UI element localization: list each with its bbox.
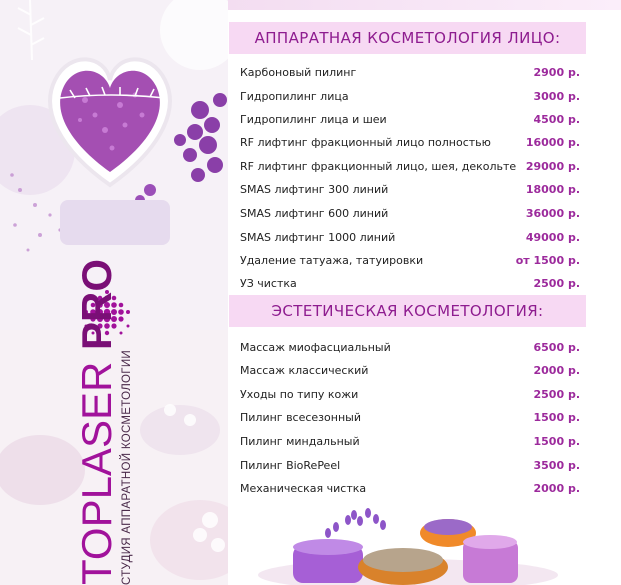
spa-products-image — [258, 505, 558, 585]
service-name: Удаление татуажа, татуировки — [240, 253, 424, 267]
service-name: SMAS лифтинг 300 линий — [240, 182, 389, 196]
price-row — [240, 337, 580, 357]
decorative-photo-panel — [0, 0, 228, 585]
price-row — [240, 478, 580, 498]
service-price: 2000 р. — [533, 481, 580, 495]
brand-vertical-text — [74, 259, 134, 585]
service-name: Пилинг всесезонный — [240, 410, 361, 424]
price-row — [240, 86, 580, 106]
section-title-hardware-face: АППАРАТНАЯ КОСМЕТОЛОГИЯ ЛИЦО: — [229, 22, 586, 54]
top-decor-strip — [228, 0, 621, 10]
price-row — [240, 431, 580, 451]
price-row — [240, 179, 580, 199]
service-name: УЗ чистка — [240, 276, 297, 290]
service-name: Гидропилинг лица и шеи — [240, 112, 387, 126]
service-price: 2500 р. — [533, 387, 580, 401]
service-price: 4500 р. — [533, 112, 580, 126]
soap-bar-image — [60, 200, 170, 245]
service-name: Массаж классический — [240, 363, 369, 377]
service-price: 2500 р. — [533, 276, 580, 290]
service-name: RF лифтинг фракционный лицо полностью — [240, 135, 491, 149]
service-price: 1500 р. — [533, 410, 580, 424]
service-name: Уходы по типу кожи — [240, 387, 359, 401]
brand-name — [74, 259, 120, 585]
price-row — [240, 250, 580, 270]
service-name: Пилинг BioRePeel — [240, 458, 341, 472]
service-price: 3000 р. — [533, 89, 580, 103]
service-price: 1500 р. — [533, 434, 580, 448]
price-row — [240, 273, 580, 293]
service-name: Массаж миофасциальный — [240, 340, 391, 354]
service-name: Механическая чистка — [240, 481, 367, 495]
service-name: SMAS лифтинг 1000 линий — [240, 230, 396, 244]
brand-name-light: TOPLASER — [73, 361, 120, 585]
service-price: 29000 р. — [525, 159, 580, 173]
service-price: 2900 р. — [533, 65, 580, 79]
service-name: RF лифтинг фракционный лицо, шея, декольте — [240, 159, 517, 173]
price-row — [240, 62, 580, 82]
price-row — [240, 109, 580, 129]
service-price: 36000 р. — [525, 206, 580, 220]
brand-name-bold: PRO — [73, 259, 120, 351]
service-price: 49000 р. — [525, 230, 580, 244]
service-price: 6500 р. — [533, 340, 580, 354]
service-price: от 1500 р. — [515, 253, 580, 267]
service-price: 16000 р. — [525, 135, 580, 149]
service-name: Пилинг миндальный — [240, 434, 360, 448]
service-price: 3500 р. — [533, 458, 580, 472]
price-row — [240, 455, 580, 475]
price-row — [240, 360, 580, 380]
service-name: Гидропилинг лица — [240, 89, 349, 103]
section-title-aesthetic: ЭСТЕТИЧЕСКАЯ КОСМЕТОЛОГИЯ: — [229, 295, 586, 327]
service-price: 2000 р. — [533, 363, 580, 377]
price-row — [240, 156, 580, 176]
service-price: 18000 р. — [525, 182, 580, 196]
brand-subtitle: СТУДИЯ АППАРАТНОЙ КОСМЕТОЛОГИИ — [121, 350, 133, 585]
price-row — [240, 227, 580, 247]
price-row — [240, 132, 580, 152]
price-row — [240, 384, 580, 404]
service-name: Карбоновый пилинг — [240, 65, 357, 79]
price-row — [240, 407, 580, 427]
price-row — [240, 203, 580, 223]
service-name: SMAS лифтинг 600 линий — [240, 206, 389, 220]
